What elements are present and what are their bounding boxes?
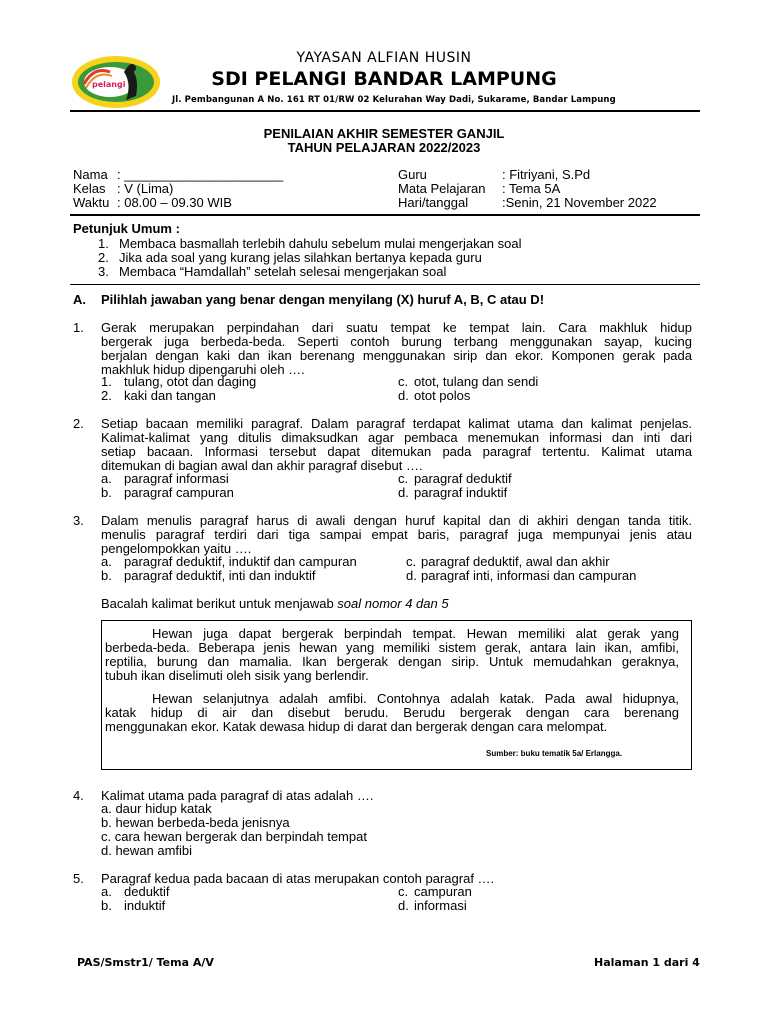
reading-intro <box>101 597 449 611</box>
option-text: otot, tulang dan sendi <box>414 374 539 389</box>
guru-label: Guru <box>398 167 427 182</box>
section-instruction: Pilihlah jawaban yang benar dengan menyilang (X) huruf A, B, C atau D! <box>101 292 545 307</box>
mapel-label: Mata Pelajaran <box>398 181 486 196</box>
mapel-value: : Tema 5A <box>502 181 561 196</box>
option-label: d. <box>398 388 409 403</box>
passage-source: Sumber: buku tematik 5a/ Erlangga. <box>486 749 623 758</box>
info-rule <box>70 214 700 216</box>
question-line: bergerak juga berbeda-beda. Seperti contoh burung terbang menggunakan sayap, kucing <box>101 334 692 349</box>
option-text: d. hewan amfibi <box>101 843 193 858</box>
hari-label: Hari/tanggal <box>398 195 469 210</box>
instruction-num: 3. <box>98 264 109 279</box>
question-stem: Paragraf kedua pada bacaan di atas merupakan contoh paragraf …. <box>101 871 495 886</box>
header-rule <box>70 110 700 112</box>
option-text: a. daur hidup katak <box>101 801 212 816</box>
question-number: 2. <box>73 416 84 431</box>
question-stem: Kalimat utama pada paragraf di atas adalah …. <box>101 788 374 803</box>
option-label: a. <box>101 554 112 569</box>
question-line: berjalan dengan kaki dan ikan berenang menggunakan sirip dan ekor. Komponen gerak pada <box>101 348 692 363</box>
option-text: paragraf campuran <box>124 485 234 500</box>
question-number: 1. <box>73 320 84 335</box>
option-text: campuran <box>414 884 472 899</box>
reading-intro-text: Bacalah kalimat berikut untuk menjawab <box>101 596 338 611</box>
option-label: 2. <box>101 388 112 403</box>
option-label: a. <box>101 471 112 486</box>
guru-value: : Fitriyani, S.Pd <box>502 167 591 182</box>
option-text: paragraf deduktif <box>414 471 512 486</box>
option-text: paragraf induktif <box>414 485 508 500</box>
passage-line: tubuh ikan diselimuti oleh sisik yang berlendir. <box>105 668 369 683</box>
option-label: b. <box>101 568 112 583</box>
question-number: 3. <box>73 513 84 528</box>
exam-title: PENILAIAN AKHIR SEMESTER GANJIL <box>263 126 505 141</box>
passage-line: Hewan juga dapat bergerak berpindah tempat. Hewan memiliki alat gerak yang <box>152 626 679 641</box>
school-name: SDI PELANGI BANDAR LAMPUNG <box>211 68 557 90</box>
question-line: menulis paragraf terdiri dari tiga sampai empat baris, paragraf juga mempunyai jenis atau <box>101 527 692 542</box>
kelas-label: Kelas <box>73 181 106 196</box>
option-text: tulang, otot dan daging <box>124 374 257 389</box>
option-text: paragraf deduktif, induktif dan campuran <box>124 554 357 569</box>
passage-line: Hewan selanjutnya adalah amfibi. Contohnya adalah katak. Pada awal hidupnya, <box>152 691 679 706</box>
passage-line: reptilia, burung dan mamalia. Ikan bergerak dengan sirip. Untuk memudahkan geraknya, <box>105 654 679 669</box>
instructions-heading: Petunjuk Umum : <box>73 221 180 236</box>
instruction-num: 1. <box>98 236 109 251</box>
option-label: c. <box>398 471 409 486</box>
option-text: c. cara hewan bergerak dan berpindah tempat <box>101 829 367 844</box>
hari-value: :Senin, 21 November 2022 <box>502 195 657 210</box>
question-line: setiap bacaan. Informasi tersebut dapat ditemukan pada paragraf tertentu. Kalimat utama <box>101 444 692 459</box>
kelas-value: : V (Lima) <box>117 181 174 196</box>
option-text: b. hewan berbeda-beda jenisnya <box>101 815 290 830</box>
option-label: b. <box>101 898 112 913</box>
nama-label: Nama <box>73 167 108 182</box>
question-line: ditemukan di bagian awal dan akhir paragraf disebut …. <box>101 458 423 473</box>
nama-value: : ______________________ <box>117 167 284 182</box>
option-text: paragraf inti, informasi dan campuran <box>421 568 637 583</box>
footer-code: PAS/Smstr1/ Tema A/V <box>77 956 214 969</box>
waktu-value: : 08.00 – 09.30 WIB <box>117 195 232 210</box>
instruction-num: 2. <box>98 250 109 265</box>
waktu-label: Waktu <box>73 195 110 210</box>
question-line: Kalimat-kalimat yang ditulis dimaksudkan agar pembaca menemukan informasi dan inti dari <box>101 430 692 445</box>
option-label: b. <box>101 485 112 500</box>
question-line: Setiap bacaan memiliki paragraf. Dalam paragraf terdapat kalimat utama dan kalimat penjelas. <box>101 416 692 431</box>
instruction-text: Membaca basmallah terlebih dahulu sebelum mulai mengerjakan soal <box>119 236 522 251</box>
option-label: c. <box>398 374 409 389</box>
option-label: d. <box>398 485 409 500</box>
question-line: makhluk hidup dipengaruhi oleh …. <box>101 362 305 377</box>
page-number: Halaman 1 dari 4 <box>594 956 700 969</box>
question-line: Dalam menulis paragraf harus di awali dengan huruf kapital dan di akhiri dengan tanda titik. <box>101 513 692 528</box>
foundation-name: YAYASAN ALFIAN HUSIN <box>296 50 472 66</box>
option-label: c. <box>406 554 417 569</box>
option-text: paragraf deduktif, awal dan akhir <box>421 554 610 569</box>
instructions-rule <box>70 284 700 285</box>
passage-line: berbeda-beda. Beberapa jenis hewan yang memiliki sistem gerak, antara lain ikan, amfibi, <box>105 640 679 655</box>
option-text: paragraf deduktif, inti dan induktif <box>124 568 316 583</box>
question-line: pengelompokkan yaitu …. <box>101 541 252 556</box>
option-label: a. <box>101 884 112 899</box>
option-text: paragraf informasi <box>124 471 229 486</box>
option-label: 1. <box>101 374 112 389</box>
option-text: informasi <box>414 898 467 913</box>
reading-intro-emphasis: soal nomor 4 dan 5 <box>337 596 449 611</box>
passage-line: menggunakan ekor. Katak dewasa hidup di darat dan bergerak dengan cara melompat. <box>105 719 608 734</box>
option-label: c. <box>398 884 409 899</box>
option-text: deduktif <box>124 884 170 899</box>
school-address: Jl. Pembangunan A No. 161 RT 01/RW 02 Kelurahan Way Dadi, Sukarame, Bandar Lampung <box>172 95 616 105</box>
academic-year: TAHUN PELAJARAN 2022/2023 <box>287 140 481 155</box>
option-label: d. <box>398 898 409 913</box>
question-number: 5. <box>73 871 84 886</box>
passage-line: katak hidup di air dan disebut berudu. Berudu bergerak dengan cara berenang <box>105 705 679 720</box>
question-number: 4. <box>73 788 84 803</box>
question-line: Gerak merupakan perpindahan dari suatu tempat ke tempat lain. Cara makhluk hidup <box>101 320 692 335</box>
option-label: d. <box>406 568 417 583</box>
svg-text:pelangi: pelangi <box>92 80 126 89</box>
instruction-text: Membaca “Hamdallah” setelah selesai mengerjakan soal <box>119 264 447 279</box>
option-text: induktif <box>124 898 166 913</box>
instruction-text: Jika ada soal yang kurang jelas silahkan bertanya kepada guru <box>119 250 482 265</box>
option-text: otot polos <box>414 388 471 403</box>
option-text: kaki dan tangan <box>124 388 216 403</box>
section-letter: A. <box>73 292 86 307</box>
